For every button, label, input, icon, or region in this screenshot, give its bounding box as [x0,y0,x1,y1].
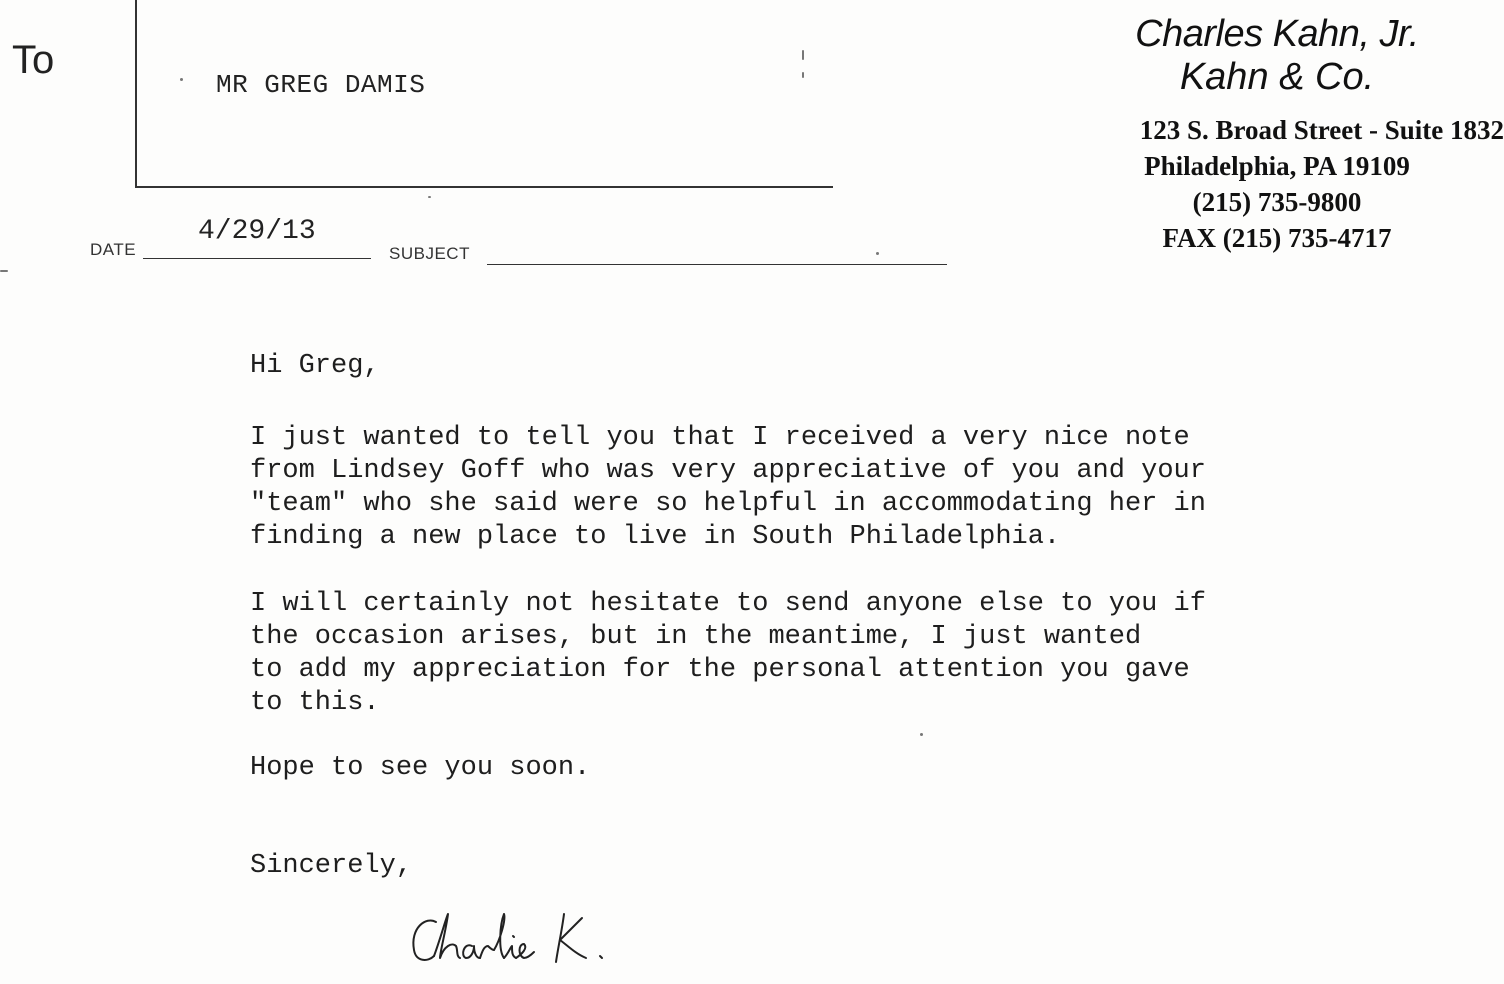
paragraph-2-line: I will certainly not hesitate to send anyone else to you if [250,589,1206,619]
paragraph-2-line: to this. [250,688,380,718]
addressee-name: MR GREG DAMIS [216,70,426,100]
paper-speck [802,50,804,60]
letterhead-city: Philadelphia, PA 19109 [1144,151,1410,181]
letter-paragraph-1 [250,422,1206,554]
paragraph-1-line: I just wanted to tell you that I received a very nice note [250,423,1190,453]
paper-speck [802,72,804,78]
handwritten-signature [400,900,640,980]
letterhead [1050,12,1504,256]
letter-signoff: Sincerely, [250,851,413,881]
date-line [143,258,371,259]
subject-line [487,264,947,265]
letterhead-phone: (215) 735-9800 [1192,187,1362,217]
paper-speck [876,252,879,255]
paragraph-2-line: to add my appreciation for the personal attention you gave [250,655,1190,685]
date-value: 4/29/13 [198,216,316,247]
paragraph-2-line: the occasion arises, but in the meantime, I just wanted [250,622,1142,652]
paper-speck [0,270,8,272]
letterhead-fax: FAX (215) 735-4717 [1162,223,1392,253]
letter-paragraph-2 [250,588,1206,720]
letterhead-name: Charles Kahn, Jr. [1135,13,1419,55]
paragraph-1-line: "team" who she said were so helpful in accommodating her in [250,489,1206,519]
paper-speck [180,78,183,81]
paper-speck [428,196,431,198]
letterhead-address: 123 S. Broad Street - Suite 1832 [1139,115,1504,145]
paragraph-1-line: from Lindsey Goff who was very appreciative of you and your [250,456,1206,486]
letter-greeting: Hi Greg, [250,351,380,381]
paragraph-1-line: finding a new place to live in South Philadelphia. [250,522,1061,552]
paper-speck [920,733,923,736]
to-label: To [12,38,55,82]
letterhead-company: Kahn & Co. [1179,56,1375,98]
date-label: DATE [90,240,137,259]
letter-closing: Hope to see you soon. [250,753,591,783]
subject-label: SUBJECT [389,244,470,263]
